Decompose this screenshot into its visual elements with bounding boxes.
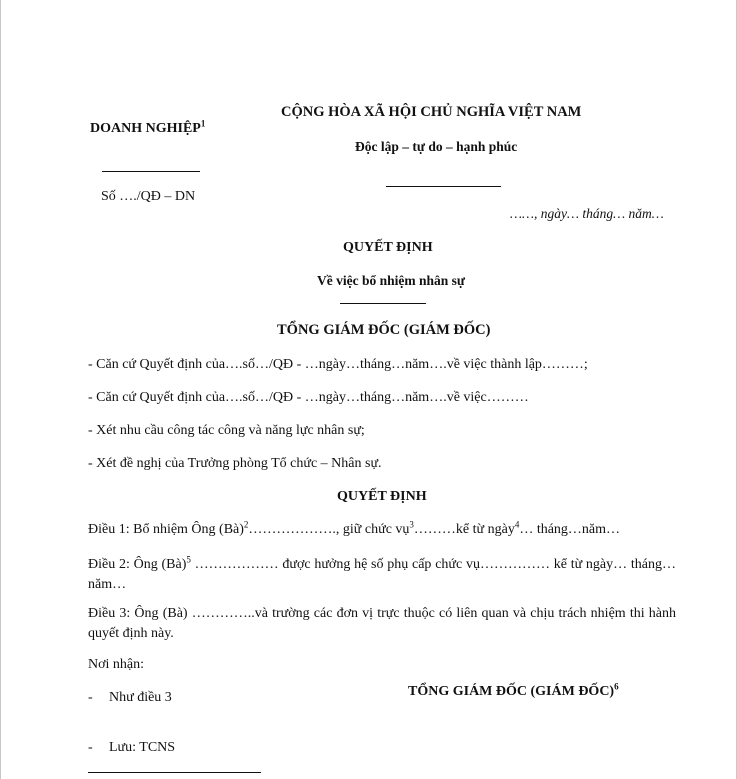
national-title: CỘNG HÒA XÃ HỘI CHỦ NGHĨA VIỆT NAM: [281, 104, 582, 120]
recipient-item: Như điều 3: [109, 690, 172, 705]
article-1-text: ………………., giữ chức vụ: [248, 522, 410, 537]
basis-item: - Xét nhu cầu công tác công và năng lực nhân sự;: [88, 423, 365, 438]
document-subject: Về việc bổ nhiệm nhân sự: [317, 273, 465, 288]
title-underline: [340, 303, 426, 304]
issuing-authority: TỔNG GIÁM ĐỐC (GIÁM ĐỐC): [277, 322, 491, 338]
document-number: Số …./QĐ – DN: [101, 189, 196, 204]
national-motto: Độc lập – tự do – hạnh phúc: [355, 139, 518, 154]
basis-item: - Xét đề nghị của Trưởng phòng Tổ chức – Nhân sự.: [88, 456, 382, 471]
motto-underline: [386, 186, 501, 187]
decision-heading: QUYẾT ĐỊNH: [337, 489, 427, 504]
signature-label: TỔNG GIÁM ĐỐC (GIÁM ĐỐC): [408, 684, 615, 699]
footnote-ref: 4: [514, 519, 520, 530]
basis-item: - Căn cứ Quyết định của….số…/QĐ - …ngày…tháng…năm….về việc thành lập………;: [88, 357, 588, 372]
footnote-ref: 1: [200, 118, 206, 129]
recipients-label: Nơi nhận:: [88, 657, 145, 672]
article-1-text: ………kể từ ngày: [413, 522, 515, 537]
recipient-dash: -: [88, 740, 93, 755]
footnote-ref: 6: [614, 681, 619, 692]
basis-item: - Căn cứ Quyết định của….số…/QĐ - …ngày…tháng…năm….về việc………: [88, 390, 529, 405]
article-1: [88, 519, 621, 538]
article-1-text: … tháng…năm…: [519, 522, 621, 537]
article-2-text: ……………… được hưởng hệ số phụ cấp chức vụ…………… kể từ ngày… tháng…năm…: [88, 557, 676, 592]
article-2-text: Điều 2: Ông (Bà): [88, 557, 187, 572]
article-1-text: Điều 1: Bổ nhiệm Ông (Bà): [88, 522, 244, 537]
footnote-separator: [88, 772, 261, 773]
recipient-item: Lưu: TCNS: [109, 740, 176, 755]
article-3: Điều 3: Ông (Bà) …………..và trường các đơn vị trực thuộc có liên quan và chịu trách nhiệm thi hành quyết định này.: [88, 606, 676, 641]
signature-title: [408, 681, 619, 700]
footnote-ref: 2: [243, 519, 249, 530]
article-2: [88, 555, 676, 595]
enterprise-underline: [102, 171, 200, 172]
enterprise-name: [90, 118, 206, 137]
footnote-ref: 5: [186, 554, 191, 565]
footnote-ref: 3: [409, 519, 414, 530]
recipient-dash: -: [88, 690, 93, 705]
document-title: QUYẾT ĐỊNH: [343, 240, 433, 255]
enterprise-label: DOANH NGHIỆP: [90, 121, 201, 136]
date-line: ……, ngày… tháng… năm…: [510, 206, 664, 221]
